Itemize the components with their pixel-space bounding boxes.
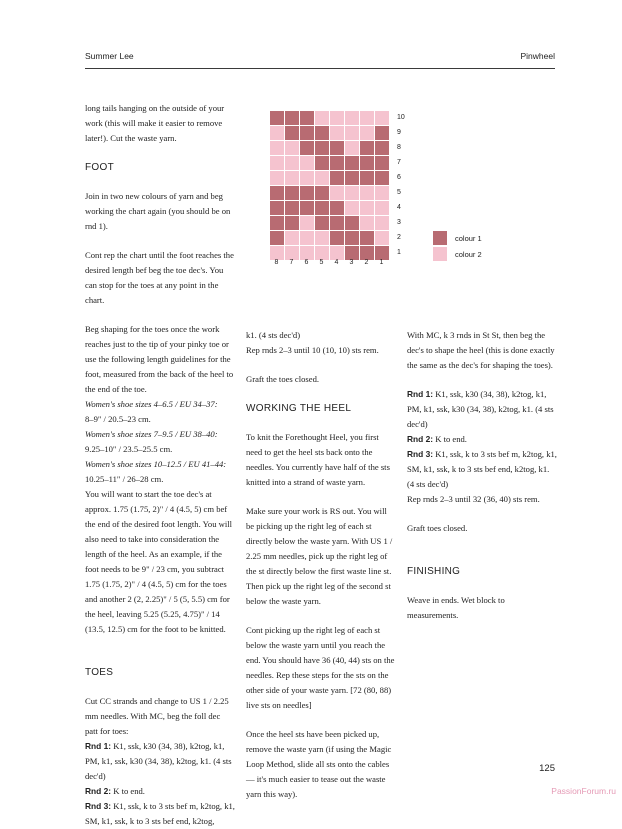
- heel-rnd3-text: K1, ssk, k to 3 sts bef m, k2tog, k1, SM, k1, ssk, k to 3 sts bef end, k2tog, k1. (4 sts dec'd): [407, 449, 557, 489]
- chart-cell: [344, 155, 360, 171]
- chart-cell: [269, 110, 285, 126]
- chart-row-number: 10: [397, 114, 405, 121]
- chart-col-number: 2: [364, 259, 369, 266]
- toes-rnd3: [85, 799, 235, 829]
- legend-colour2-label: colour 2: [455, 249, 482, 259]
- finishing-heading: FINISHING: [407, 566, 461, 577]
- rnd2-text: K to end.: [111, 786, 145, 796]
- rnd3-text: K1, ssk, k to 3 sts bef m, k2tog, k1, SM, k1, ssk, k to 3 sts bef end, k2tog,: [85, 801, 235, 826]
- chart-cell: [284, 230, 300, 246]
- intro-text: long tails hanging on the outside of your work (this will make it easier to remove later!). Cut the waste yarn.: [85, 103, 225, 143]
- chart-cell: [344, 170, 360, 186]
- finishing-paragraph: Weave in ends. Wet block to measurements.: [407, 595, 505, 620]
- size2-value: 9.25–10" / 23.5–25.5 cm.: [85, 444, 173, 454]
- toes-graft: Graft the toes closed.: [246, 374, 320, 384]
- chart-cell: [344, 200, 360, 216]
- chart-cell: [344, 215, 360, 231]
- chart-cell: [359, 230, 375, 246]
- legend-colour2: [433, 247, 482, 261]
- heel-rnd2: [407, 432, 557, 447]
- chart-row-number: 1: [397, 249, 401, 256]
- chart-cell: [269, 230, 285, 246]
- pattern-name: Pinwheel: [520, 51, 555, 61]
- chart-cell: [299, 110, 315, 126]
- chart-col-number: 8: [274, 259, 279, 266]
- toes-rnd1: [85, 739, 235, 784]
- chart-cell: [284, 155, 300, 171]
- chart-cell: [329, 110, 345, 126]
- heel-rnd1-text: K1, ssk, k30 (34, 38), k2tog, k1, PM, k1, ssk, k30 (34, 38), k2tog, k1. (4 sts dec'd): [407, 389, 554, 429]
- chart-cell: [374, 155, 390, 171]
- chart-cell: [284, 110, 300, 126]
- size1-label: Women's shoe sizes 4–6.5 / EU 34–37:: [85, 399, 218, 409]
- chart-cell: [344, 185, 360, 201]
- chart-cell: [329, 170, 345, 186]
- heel-rnd3-label: Rnd 3:: [407, 449, 434, 459]
- rnd3-label: Rnd 3:: [85, 801, 112, 811]
- toes-rnd2: [85, 784, 235, 799]
- chart-cell: [374, 140, 390, 156]
- chart-cell: [329, 230, 345, 246]
- chart-cell: [299, 155, 315, 171]
- chart-cell: [329, 200, 345, 216]
- heel-rnd1-label: Rnd 1:: [407, 389, 434, 399]
- page-number: 125: [539, 763, 555, 774]
- chart-cell: [314, 230, 330, 246]
- heel-paragraph-2: Make sure your work is RS out. You will be picking up the right leg of each st directly below the waste yarn. With US 1 / 2.25 mm needles, pick up the right leg of the st directly below the first waste line st. Then pick up the right leg of the second st below the waste yarn.: [246, 506, 393, 606]
- chart-cell: [314, 140, 330, 156]
- chart-cell: [314, 155, 330, 171]
- toes-paragraph-1: Cut CC strands and change to US 1 / 2.25 mm needles. With MC, beg the foll dec patt for toes:: [85, 696, 229, 736]
- chart-col-number: 4: [334, 259, 339, 266]
- heel-rnd3: [407, 447, 557, 492]
- chart-cell: [359, 110, 375, 126]
- column-1: [85, 101, 235, 829]
- chart-cell: [329, 140, 345, 156]
- chart-cell: [314, 170, 330, 186]
- toes-heading: TOES: [85, 667, 114, 678]
- chart-cell: [299, 215, 315, 231]
- chart-cell: [284, 200, 300, 216]
- heel-dec-intro: With MC, k 3 rnds in St St, then beg the dec's to shape the heel (this is done exactly the same as the dec's for shaping the toes).: [407, 330, 555, 370]
- chart-col-number: 7: [289, 259, 294, 266]
- size1-value: 8–9" / 20.5–23 cm.: [85, 414, 151, 424]
- chart-cell: [269, 125, 285, 141]
- chart-cell: [344, 110, 360, 126]
- chart-cell: [284, 140, 300, 156]
- chart-cell: [374, 185, 390, 201]
- toes-continuation: k1. (4 sts dec'd): [246, 330, 301, 340]
- colour-chart: [268, 109, 390, 261]
- legend-colour1-label: colour 1: [455, 233, 482, 243]
- heel-paragraph-4: Once the heel sts have been picked up, remove the waste yarn (if using the Magic Loop Method, slide all sts onto the cables — it's much easier to tease out the waste yarn this way).: [246, 729, 392, 799]
- chart-cell: [299, 140, 315, 156]
- colour2-swatch: [433, 247, 447, 261]
- foot-paragraph-4: You will want to start the toe dec's at approx. 1.75 (1.75, 2)" / 4 (4.5, 5) cm bef the end of the desired foot length. You will also need to take into consideration the length of the heel. As an example, if the foot needs to be 9" / 23 cm, you subtract 1.75 (1.75, 2)" / 4 (4.5, 5) cm for the toes and another 2 (2, 2.25)" / 5 (5, 5.5) cm for the heel, leaving 5.25 (5.25, 4.75)" / 14 (13.5, 12.5) cm for the foot to be knitted.: [85, 489, 233, 634]
- colour1-swatch: [433, 231, 447, 245]
- chart-cell: [314, 215, 330, 231]
- foot-paragraph-2: Cont rep the chart until the foot reaches the desired length bef beg the toe dec's. You can stop for the toes at any point in the chart.: [85, 250, 234, 305]
- chart-row-number: 5: [397, 189, 401, 196]
- legend-colour1: [433, 231, 482, 245]
- chart-col-number: 3: [349, 259, 354, 266]
- chart-row-number: 8: [397, 144, 401, 151]
- chart-cell: [374, 110, 390, 126]
- chart-cell: [269, 185, 285, 201]
- size2-label: Women's shoe sizes 7–9.5 / EU 38–40:: [85, 429, 218, 439]
- chart-cell: [374, 200, 390, 216]
- chart-cell: [359, 185, 375, 201]
- size3-value: 10.25–11" / 26–28 cm.: [85, 474, 164, 484]
- chart-cell: [329, 185, 345, 201]
- author-name: Summer Lee: [85, 51, 134, 61]
- chart-cell: [299, 125, 315, 141]
- chart-col-number: 6: [304, 259, 309, 266]
- chart-col-number: 1: [379, 259, 384, 266]
- chart-col-number: 5: [319, 259, 324, 266]
- chart-cell: [359, 155, 375, 171]
- chart-row-number: 7: [397, 159, 401, 166]
- chart-cell: [359, 125, 375, 141]
- chart-row-number: 3: [397, 219, 401, 226]
- column-2: [246, 328, 396, 802]
- chart-cell: [374, 215, 390, 231]
- chart-cell: [269, 155, 285, 171]
- rnd2-label: Rnd 2:: [85, 786, 112, 796]
- chart-cell: [314, 200, 330, 216]
- chart-cell: [284, 215, 300, 231]
- chart-cell: [359, 170, 375, 186]
- heel-rnd2-label: Rnd 2:: [407, 434, 434, 444]
- rnd1-text: K1, ssk, k30 (34, 38), k2tog, k1, PM, k1, ssk, k30 (34, 38), k2tog, k1. (4 sts dec'd): [85, 741, 232, 781]
- foot-paragraph-1: Join in two new colours of yarn and beg working the chart again (you should be on rnd 1).: [85, 191, 231, 231]
- chart-row-number: 4: [397, 204, 401, 211]
- size3-label: Women's shoe sizes 10–12.5 / EU 41–44:: [85, 459, 227, 469]
- watermark: PassionForum.ru: [551, 786, 616, 796]
- chart-cell: [269, 200, 285, 216]
- chart-cell: [314, 185, 330, 201]
- chart-cell: [299, 185, 315, 201]
- chart-cell: [284, 125, 300, 141]
- chart-cell: [374, 230, 390, 246]
- chart-row-number: 6: [397, 174, 401, 181]
- chart-cell: [359, 140, 375, 156]
- rnd1-label: Rnd 1:: [85, 741, 112, 751]
- chart-cell: [314, 110, 330, 126]
- column-3: [407, 328, 557, 623]
- chart-cell: [299, 200, 315, 216]
- heel-paragraph-3: Cont picking up the right leg of each st below the waste yarn until you reach the end. You should have 36 (40, 44) sts on the needles. Rep these steps for the sts on the other side of your waste yarn. [72 (80, 88) live sts on needles]: [246, 625, 395, 710]
- chart-cell: [284, 185, 300, 201]
- chart-cell: [269, 140, 285, 156]
- chart-cell: [299, 170, 315, 186]
- chart-cell: [269, 170, 285, 186]
- chart-cell: [359, 200, 375, 216]
- chart-row-number: 9: [397, 129, 401, 136]
- chart-cell: [344, 140, 360, 156]
- foot-paragraph-3: Beg shaping for the toes once the work reaches just to the tip of your pinky toe or use the following length guidelines for the foot, measured from the back of the heel to the end of the toe.: [85, 324, 234, 394]
- heel-paragraph-1: To knit the Forethought Heel, you first need to get the heel sts back onto the needles. You currently have half of the sts knitted into a strand of waste yarn.: [246, 432, 390, 487]
- chart-cell: [344, 230, 360, 246]
- chart-cell: [329, 155, 345, 171]
- heel-repeat: Rep rnds 2–3 until 32 (36, 40) sts rem.: [407, 494, 540, 504]
- toes-repeat: Rep rnds 2–3 until 10 (10, 10) sts rem.: [246, 345, 379, 355]
- chart-cell: [314, 125, 330, 141]
- heel-rnd2-text: K to end.: [433, 434, 467, 444]
- chart-cell: [374, 125, 390, 141]
- chart-cell: [374, 170, 390, 186]
- chart-cell: [329, 215, 345, 231]
- heel-graft: Graft toes closed.: [407, 523, 468, 533]
- chart-cell: [299, 230, 315, 246]
- chart-cell: [344, 125, 360, 141]
- heel-heading: WORKING THE HEEL: [246, 403, 352, 414]
- foot-heading: FOOT: [85, 162, 114, 173]
- chart-row-number: 2: [397, 234, 401, 241]
- chart-cell: [269, 215, 285, 231]
- chart-cell: [359, 215, 375, 231]
- chart-cell: [284, 170, 300, 186]
- header-rule: [85, 68, 555, 69]
- chart-cell: [329, 125, 345, 141]
- heel-rnd1: [407, 387, 557, 432]
